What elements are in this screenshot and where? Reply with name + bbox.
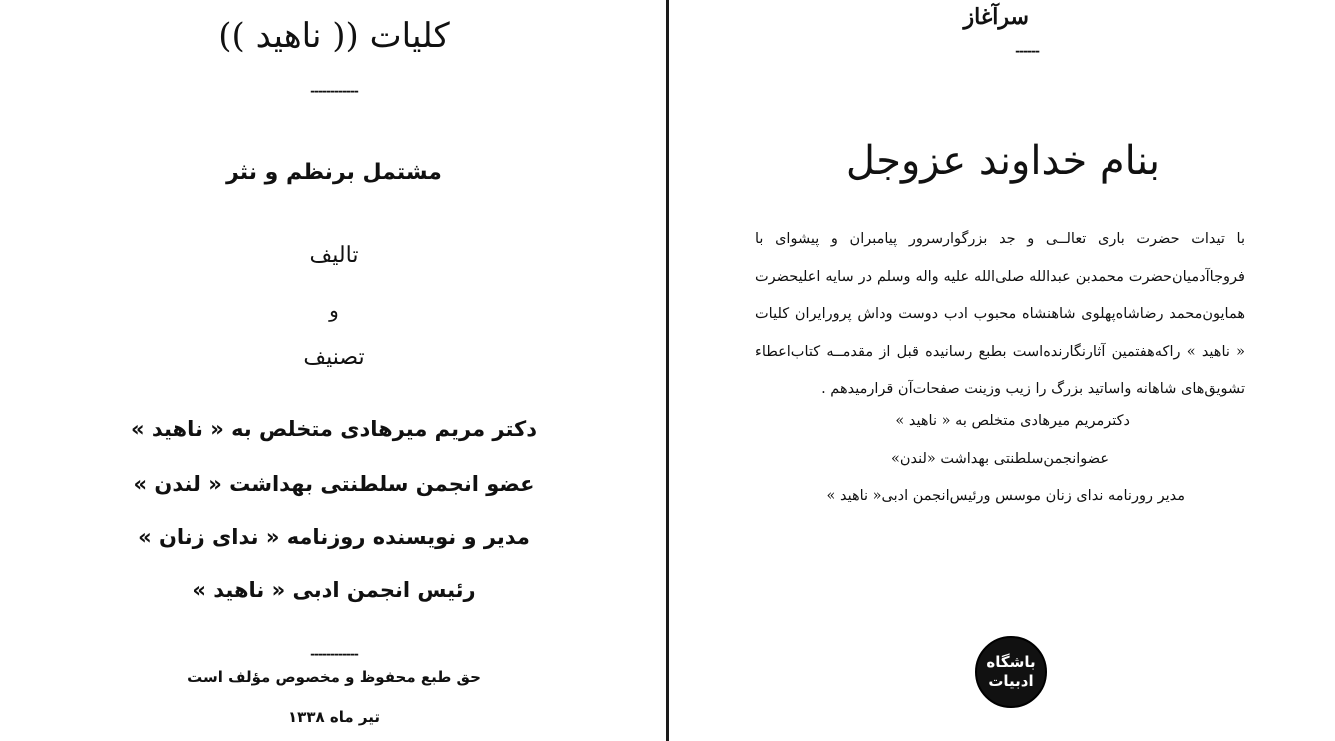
conjunction-label: و <box>329 298 339 322</box>
tasnif-label: تصنیف <box>303 345 365 370</box>
page-spine-divider <box>666 0 669 741</box>
heading-divider: ------ <box>1015 44 1039 58</box>
section-heading: سرآغاز <box>963 4 1029 30</box>
signature-line: مدیر رورنامه ندای زنان موسس ورئیس‌انجمن ادبی« ناهید » <box>826 488 1185 504</box>
publication-date: تیر ماه ۱۳۳۸ <box>288 708 380 726</box>
paragraph-line: همایون‌محمد رضاشاه‌پهلوی شاهنشاه محبوب ادب دوست وداش پرورایران کلیات <box>755 306 1245 322</box>
paragraph-line: تشویق‌های شاهانه واساتید بزرگ را زیب وزینت صفحات‌آن قرارمیدهم . <box>821 381 1245 397</box>
paragraph-line: « ناهید » راکه‌هفتمین آثارنگارنده‌است بطبع رسانیده قبل از مقدمــه کتاب‌اعطاء <box>755 343 1245 360</box>
book-title: کلیات (( ناهید )) <box>218 16 450 56</box>
emblem-text: باشگاه <box>986 653 1036 671</box>
author-credential: رئیس انجمن ادبی « ناهید » <box>192 578 476 602</box>
dedication-paragraph <box>755 226 1245 414</box>
paragraph-line: با تیدات حضرت باری تعالــی و جد بزرگوارسرور پیامبران و پیشوای با <box>755 231 1245 247</box>
bottom-divider: ------------ <box>310 647 358 661</box>
book-subtitle: مشتمل برنظم و نثر <box>226 160 442 185</box>
taalif-label: تالیف <box>309 243 359 268</box>
signature-line: عضوانجمن‌سلطنتی بهداشت «لندن» <box>890 451 1109 467</box>
right-page <box>671 0 1335 741</box>
title-divider: ------------ <box>310 84 358 98</box>
author-credential: دکتر مریم میرهادی متخلص به « ناهید » <box>130 417 538 441</box>
copyright-notice: حق طبع محفوظ و مخصوص مؤلف است <box>187 668 481 686</box>
club-logo-emblem <box>975 636 1047 708</box>
emblem-text: ادبیات <box>988 672 1034 690</box>
paragraph-line: فروجاآدمیان‌حضرت محمدبن عبدالله صلی‌الله علیه واله وسلم در سایه اعلیحضرت <box>755 268 1245 285</box>
author-credential: عضو انجمن سلطنتی بهداشت « لندن » <box>133 472 535 496</box>
invocation-heading: بنام خداوند عزوجل <box>845 138 1161 184</box>
author-credential: مدیر و نویسنده روزنامه « ندای زنان » <box>138 525 530 549</box>
signature-line: دکترمریم میرهادی متخلص به « ناهید » <box>895 413 1130 429</box>
